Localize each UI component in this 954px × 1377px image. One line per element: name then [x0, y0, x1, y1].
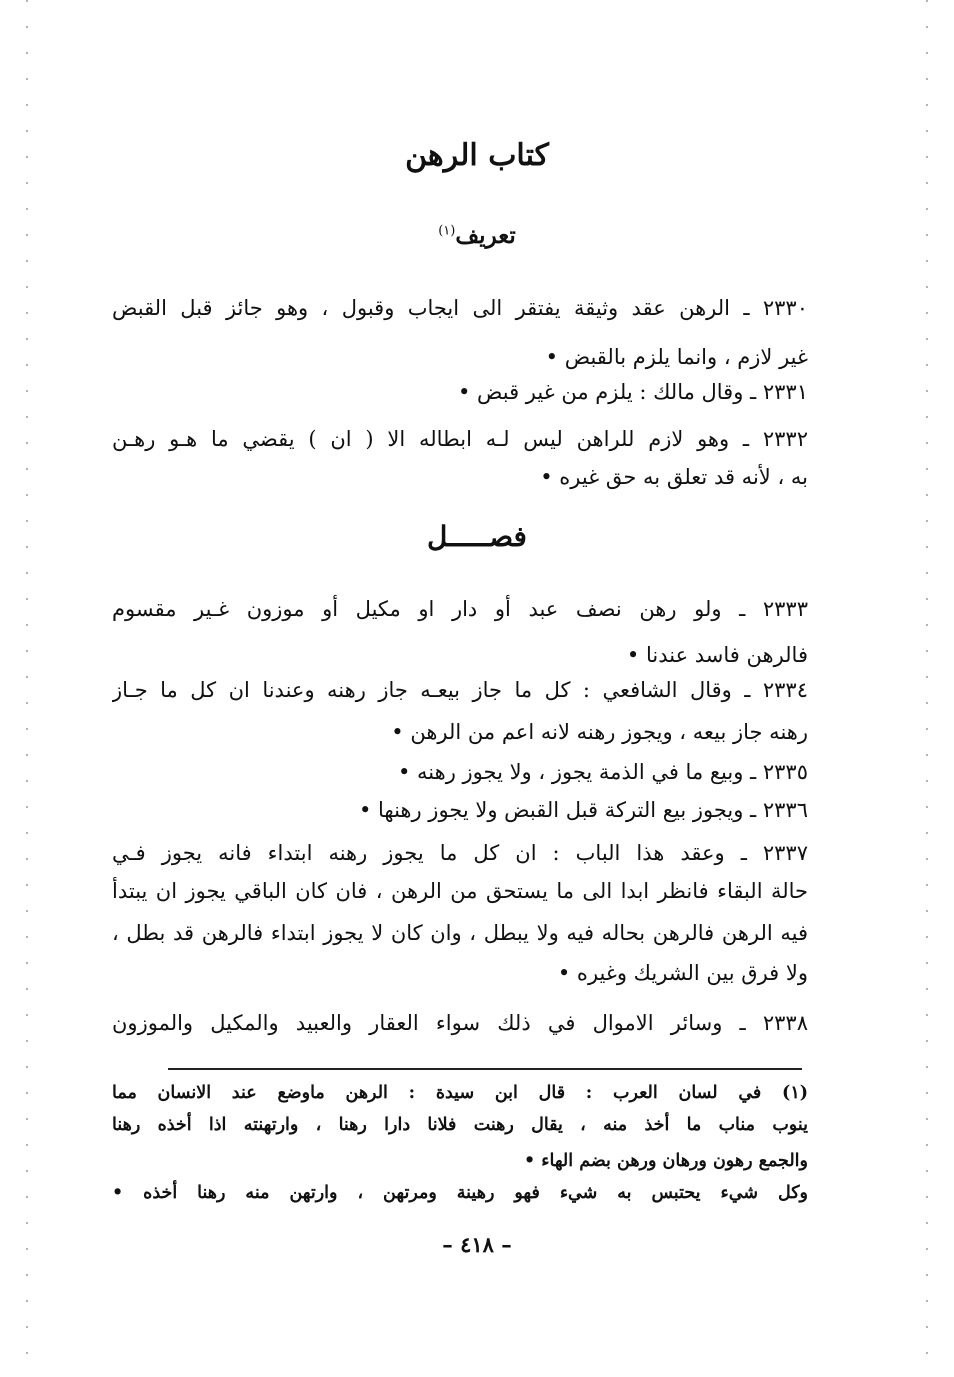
text-line: ٢٣٣٥ ـ وبيع ما في الذمة يجوز ، ولا يجوز رهنه • — [397, 760, 808, 784]
text-line: ٢٣٣٦ ـ ويجوز بيع التركة قبل القبض ولا يجوز رهنها • — [358, 798, 808, 822]
footnote-ref: (١) — [438, 223, 456, 239]
text-line: غير لازم ، وانما يلزم بالقبض • — [545, 345, 808, 369]
page-number: – ٤١٨ – — [442, 1232, 512, 1257]
text-line: حالة البقاء فانظر ابدا الى ما يستحق من الرهن ، فان كان الباقي يجوز ان يبتدأ — [112, 879, 808, 903]
footnote-line: ينوب مناب ما أخذ منه ، يقال رهنت فلانا دارا رهنا ، وارتهنته اذا أخذه رهنا — [112, 1115, 808, 1135]
footnote-line: وكل شيء يحتبس به شيء فهو رهينة ومرتهن ، وارتهن منه رهنا أخذه • — [112, 1183, 808, 1203]
text-line: ٢٣٣٧ ـ وعقد هذا الباب : ان كل ما يجوز رهنه ابتداء فانه يجوز فـي — [112, 841, 808, 865]
text-line: فالرهن فاسد عندنا • — [626, 643, 808, 667]
text-line: ٢٣٣٨ ـ وسائر الاموال في ذلك سواء العقار والعبيد والمكيل والموزون — [112, 1011, 808, 1035]
text-line: ٢٣٣٣ ـ ولو رهن نصف عبد أو دار او مكيل أو موزون غـير مقسوم — [112, 597, 808, 621]
scan-artifact-left — [26, 0, 28, 1377]
text-line: ٢٣٣١ ـ وقال مالك : يلزم من غير قبض • — [457, 380, 808, 404]
footnote-line: والجمع رهون ورهان ورهن بضم الهاء • — [524, 1151, 808, 1171]
text-line: ولا فرق بين الشريك وغيره • — [557, 961, 808, 985]
text-line: رهنه جاز بيعه ، ويجوز رهنه لانه اعم من الرهن • — [391, 720, 808, 744]
text-line: به ، لأنه قد تعلق به حق غيره • — [540, 465, 808, 489]
text-line: ٢٣٣٠ ـ الرهن عقد وثيقة يفتقر الى ايجاب وقبول ، وهو جائز قبل القبض — [112, 296, 808, 320]
book-title: كتاب الرهن — [405, 138, 549, 173]
text-line: فيه الرهن فالرهن بحاله فيه ولا يبطل ، وان كان لا يجوز ابتداء فالرهن قد بطل ، — [112, 921, 808, 945]
text-line: ٢٣٣٤ ـ وقال الشافعي : كل ما جاز بيعـه جاز رهنه وعندنا ان كل ما جـاز — [112, 678, 808, 702]
definition-heading-text: تعريف — [455, 222, 516, 249]
footnote-separator — [168, 1068, 802, 1070]
footnote-line: (١) في لسان العرب : قال ابن سيدة : الرهن ماوضع عند الانسان مما — [112, 1083, 808, 1103]
text-line: ٢٣٣٢ ـ وهو لازم للراهن ليس لـه ابطاله الا ( ان ) يقضي ما هـو رهـن — [112, 427, 808, 451]
section-heading: فصـــــل — [427, 520, 527, 553]
scan-artifact-right — [926, 0, 928, 1377]
definition-heading — [0, 222, 954, 249]
